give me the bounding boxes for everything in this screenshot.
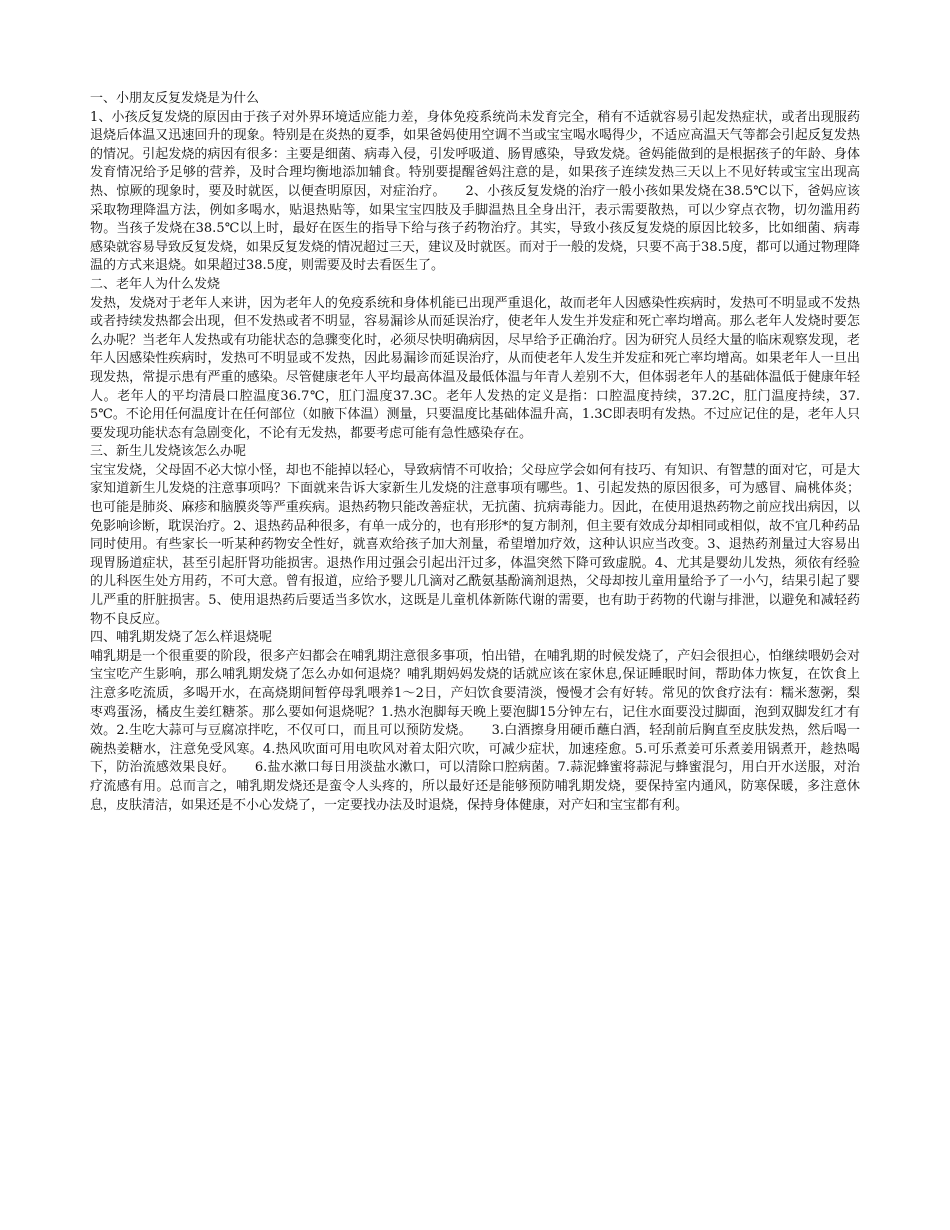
section-child-fever [90, 90, 860, 276]
section-body: 哺乳期是一个很重要的阶段，很多产妇都会在哺乳期注意很多事项，怕出错，在哺乳期的时候发烧了，产妇会很担心，怕继续喂奶会对宝宝吃产生影响，那么哺乳期发烧了怎么办如何退烧？哺乳期妈妈发烧的话就应该在家休息,保证睡眠时间，帮助体力恢复，在饮食上注意多吃流质，多喝开水，在高烧期间暂停母乳喂养1～2日，产妇饮食要清淡，慢慢才会有好转。常见的饮食疗法有：糯米葱粥，梨枣鸡蛋汤，橘皮生姜红糖茶。那么要如何退烧呢？1.热水泡脚每天晚上要泡脚15分钟左右，记住水面要没过脚面，泡到双脚发红才有效。2.生吃大蒜可与豆腐凉拌吃，不仅可口，而且可以预防发烧。 3.白酒擦身用硬币蘸白酒，轻刮前后胸直至皮肤发热，然后喝一碗热姜糖水，注意免受风寒。4.热风吹面可用电吹风对着太阳穴吹，可减少症状，加速痊愈。5.可乐煮姜可乐煮姜用锅煮开，趁热喝下，防治流感效果良好。 6.盐水漱口每日用淡盐水漱口，可以清除口腔病菌。7.蒜泥蜂蜜将蒜泥与蜂蜜混匀，用白开水送服，对治疗流感有用。总而言之，哺乳期发烧还是蛮令人头疼的，所以最好还是能够预防哺乳期发烧，要保持室内通风，防寒保暖，多注意休息，皮肤清洁，如果还是不小心发烧了，一定要找办法及时退烧，保持身体健康，对产妇和宝宝都有利。 [90, 648, 860, 813]
section-body: 宝宝发烧，父母固不必大惊小怪，却也不能掉以轻心，导致病情不可收拾；父母应学会如何有技巧、有知识、有智慧的面对它，可是大家知道新生儿发烧的注意事项吗？下面就来告诉大家新生儿发烧的注意事项有哪些。1、引起发热的原因很多，可为感冒、扁桃体炎；也可能是肺炎、麻疹和脑膜炎等严重疾病。退热药物只能改善症状，无抗菌、抗病毒能力。因此，在使用退热药物之前应找出病因，以免影响诊断，耽误治疗。2、退热药品种很多，有单一成分的，也有形形*的复方制剂，但主要有效成分却相同或相似，故不宜几种药品同时使用。有些家长一听某种药物安全性好，就喜欢给孩子加大剂量，希望增加疗效，这种认识应当改变。3、退热药剂量过大容易出现胃肠道症状，甚至引起肝肾功能损害。退热作用过强会引起出汗过多，体温突然下降可致虚脱。4、尤其是婴幼儿发热，须依有经验的儿科医生处方用药，不可大意。曾有报道，应给予婴儿几滴对乙酰氨基酚滴剂退热，父母却按儿童用量给予了一小勺，结果引起了婴儿严重的肝脏损害。5、使用退热药后要适当多饮水，这既是儿童机体新陈代谢的需要，也有助于药物的代谢与排泄，以避免和减轻药物不良反应。 [90, 462, 860, 627]
section-body: 1、小孩反复发烧的原因由于孩子对外界环境适应能力差，身体免疫系统尚未发育完全，稍有不适就容易引起发热症状，或者出现服药退烧后体温又迅速回升的现象。特别是在炎热的夏季，如果爸妈使用空调不当或宝宝喝水喝得少，不适应高温天气等都会引起反复发热的情况。引起发烧的病因有很多：主要是细菌、病毒入侵，引发呼吸道、肠胃感染，导致发烧。爸妈能做到的是根据孩子的年龄、身体发育情况给予足够的营养，及时合理均衡地添加辅食。特别要提醒爸妈注意的是，如果孩子连续发热三天以上不见好转或宝宝出现高热、惊厥的现象时，要及时就医，以便查明原因，对症治疗。 2、小孩反复发烧的治疗一般小孩如果发烧在38.5℃以下，爸妈应该采取物理降温方法，例如多喝水，贴退热贴等，如果宝宝四肢及手脚温热且全身出汗，表示需要散热，可以少穿点衣物，切勿滥用药物。当孩子发烧在38.5℃以上时，最好在医生的指导下给与孩子药物治疗。其实，导致小孩反复发烧的原因比较多，比如细菌、病毒感染就容易导致反复发烧，如果反复发烧的情况超过三天，建议及时就医。而对于一般的发烧，只要不高于38.5度，都可以通过物理降温的方式来退烧。如果超过38.5度，则需要及时去看医生了。 [90, 109, 860, 274]
section-elderly-fever [90, 276, 860, 443]
section-newborn-fever [90, 443, 860, 629]
section-title: 三、新生儿发烧该怎么办呢 [90, 444, 247, 460]
section-title: 二、老年人为什么发烧 [90, 276, 221, 292]
document-page [90, 90, 860, 815]
section-body: 发热，发烧对于老年人来讲，因为老年人的免疫系统和身体机能已出现严重退化，故而老年人因感染性疾病时，发热可不明显或不发热或者持续发热都会出现，但不发热或者不明显，容易漏诊从而延误治疗，使老年人发生并发症和死亡率均增高。那么老年人发烧时要怎么办呢？当老年人发热或有功能状态的急骤变化时，必须尽快明确病因，尽早给予正确治疗。因为研究人员经大量的临床观察发现，老年人因感染性疾病时，发热可不明显或不发热，因此易漏诊而延误治疗，从而使老年人发生并发症和死亡率均增高。如果老年人一旦出现发热，常提示患有严重的感染。尽管健康老年人平均最高体温及最低体温与年青人差别不大，但体弱老年人的基础体温低于健康年轻人。老年人的平均清晨口腔温度36.7℃，肛门温度37.3C。老年人发热的定义是指：口腔温度持续，37.2C，肛门温度持续，37.5℃。不论用任何温度计在任何部位（如腋下体温）测量，只要温度比基础体温升高，1.3C即表明有发热。不过应记住的是，老年人只要发现功能状态有急剧变化，不论有无发热，都要考虑可能有急性感染存在。 [90, 295, 860, 441]
section-title: 四、哺乳期发烧了怎么样退烧呢 [90, 630, 273, 646]
section-title: 一、小朋友反复发烧是为什么 [90, 91, 260, 106]
section-lactation-fever [90, 629, 860, 815]
